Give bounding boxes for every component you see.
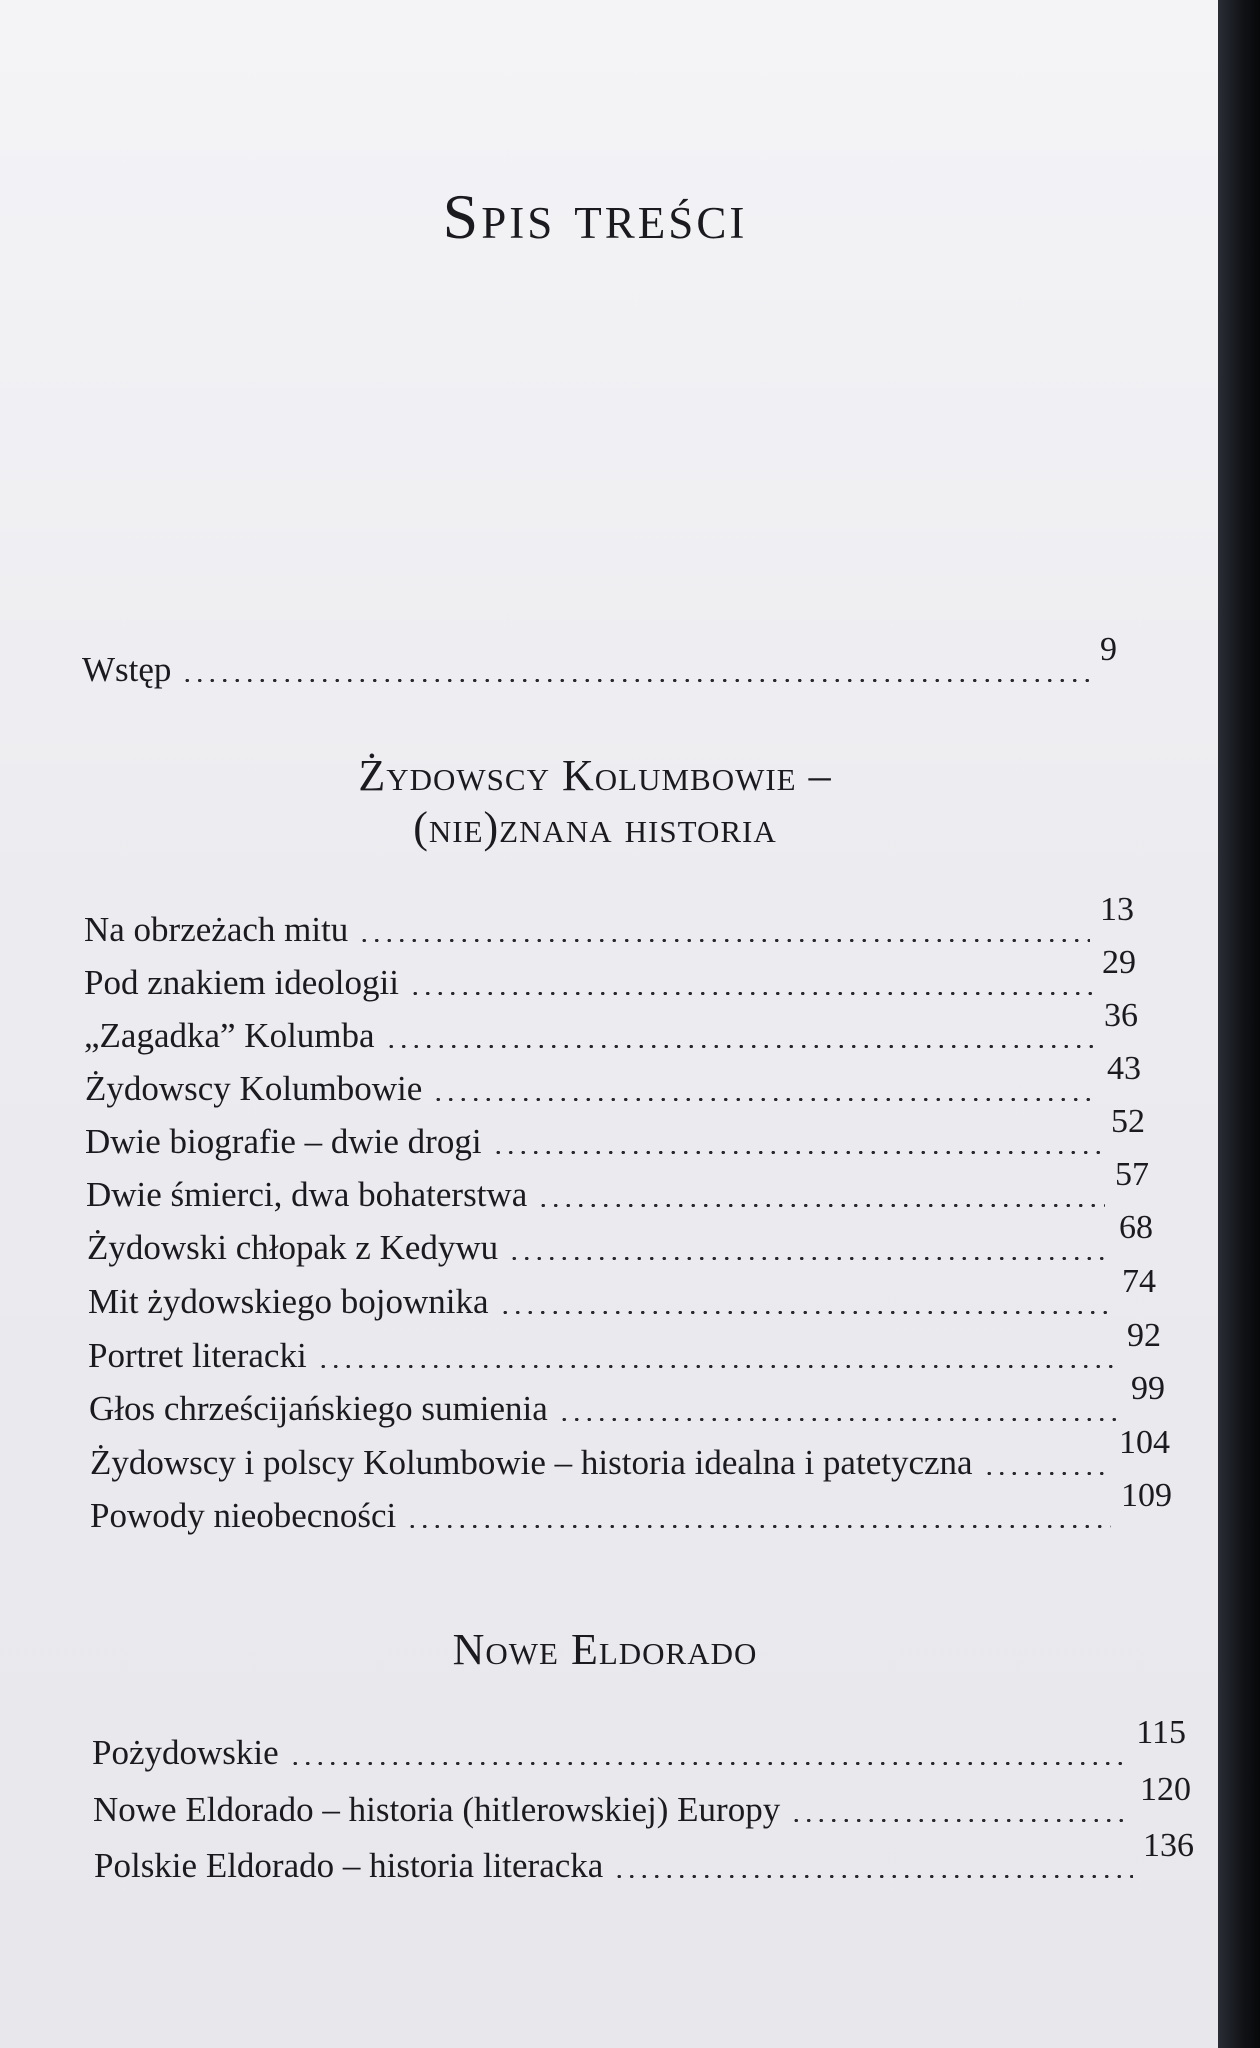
section-heading xyxy=(0,750,1190,854)
section-heading-line: Nowe Eldorado xyxy=(452,1625,758,1674)
toc-entry xyxy=(82,631,1117,690)
toc-entry xyxy=(90,1477,1172,1536)
toc-entry-page: 104 xyxy=(1119,1424,1170,1461)
book-edge-shadow xyxy=(1218,0,1260,2048)
page-title: Spis treści xyxy=(442,181,748,252)
toc-entry xyxy=(90,1424,1170,1483)
toc-entry-label: Głos chrześcijańskiego sumienia xyxy=(89,1389,548,1428)
toc-entry-label: Dwie śmierci, dwa bohaterstwa xyxy=(86,1175,528,1214)
toc-entry xyxy=(85,1050,1141,1109)
toc-entry-page: 36 xyxy=(1104,997,1138,1034)
toc-entry-page: 13 xyxy=(1100,891,1134,928)
toc-entry-label: Na obrzeżach mitu xyxy=(84,910,349,949)
dot-leader xyxy=(317,1365,1117,1368)
toc-entry-label: Portret literacki xyxy=(88,1336,307,1375)
dot-leader xyxy=(409,992,1092,995)
dot-leader xyxy=(492,1151,1101,1154)
toc-entry-label: Wstęp xyxy=(82,650,172,689)
toc-entry-label: Pożydowskie xyxy=(92,1733,279,1772)
toc-entry-page: 92 xyxy=(1127,1317,1161,1354)
toc-entry xyxy=(93,1771,1191,1830)
toc-entry xyxy=(84,944,1136,1003)
toc-entry-page: 120 xyxy=(1140,1771,1191,1808)
toc-entry-label: Mit żydowskiego bojownika xyxy=(88,1282,489,1321)
toc-entry-page: 115 xyxy=(1136,1714,1186,1751)
dot-leader xyxy=(558,1418,1121,1421)
dot-leader xyxy=(790,1819,1130,1822)
toc-entry-page: 29 xyxy=(1102,944,1136,981)
toc-entry-page: 9 xyxy=(1100,631,1117,668)
toc-entry-page: 99 xyxy=(1131,1370,1165,1407)
toc-entry-page: 43 xyxy=(1107,1050,1141,1087)
dot-leader xyxy=(358,939,1090,942)
toc-entry-page: 57 xyxy=(1115,1156,1149,1193)
toc-entry-page: 136 xyxy=(1143,1827,1194,1864)
dot-leader xyxy=(181,679,1090,682)
toc-entry xyxy=(86,1156,1149,1215)
dot-leader xyxy=(983,1472,1109,1475)
section-heading-line: (nie)znana historia xyxy=(413,803,777,852)
toc-entry-label: Powody nieobecności xyxy=(90,1496,397,1535)
toc-entry-label: „Zagadka” Kolumba xyxy=(84,1016,375,1055)
toc-entry xyxy=(84,891,1134,950)
section-heading-line: Żydowscy Kolumbowie – xyxy=(358,751,832,800)
toc-entry-label: Pod znakiem ideologii xyxy=(84,963,399,1002)
toc-entry-page: 74 xyxy=(1122,1263,1156,1300)
toc-entry xyxy=(87,1209,1153,1268)
toc-entry xyxy=(92,1714,1186,1773)
dot-leader xyxy=(613,1875,1133,1878)
toc-entry xyxy=(88,1263,1156,1322)
toc-entry xyxy=(88,1317,1161,1376)
toc-entry-label: Dwie biografie – dwie drogi xyxy=(85,1122,482,1161)
toc-entry-page: 109 xyxy=(1121,1477,1172,1514)
toc-entry-label: Nowe Eldorado – historia (hitlerowskiej) Europy xyxy=(93,1790,781,1829)
dot-leader xyxy=(289,1762,1127,1765)
toc-entry-page: 68 xyxy=(1119,1209,1153,1246)
toc-entry xyxy=(94,1827,1194,1886)
toc-entry-label: Żydowscy Kolumbowie xyxy=(85,1069,423,1108)
toc-entry-label: Żydowski chłopak z Kedywu xyxy=(87,1228,499,1267)
dot-leader xyxy=(499,1311,1112,1314)
dot-leader xyxy=(537,1204,1105,1207)
dot-leader xyxy=(385,1045,1094,1048)
toc-entry xyxy=(89,1370,1165,1429)
dot-leader xyxy=(508,1257,1109,1260)
toc-entry-page: 52 xyxy=(1111,1103,1145,1140)
toc-entry-label: Żydowscy i polscy Kolumbowie – historia idealna i patetyczna xyxy=(90,1443,973,1482)
dot-leader xyxy=(406,1525,1111,1528)
toc-entry xyxy=(85,1103,1145,1162)
dot-leader xyxy=(432,1098,1097,1101)
section-heading xyxy=(10,1624,1200,1676)
toc-entry xyxy=(84,997,1138,1056)
toc-entry-label: Polskie Eldorado – historia literacka xyxy=(94,1846,604,1885)
